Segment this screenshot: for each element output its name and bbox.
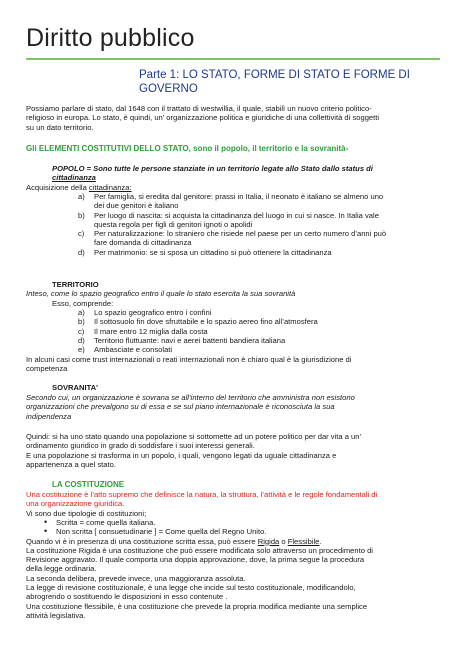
intro-line-1: Possiamo parlare di stato, dal 1648 con il trattato di westwillia, il quale, stabilì un nuovo criterio politico- xyxy=(26,104,372,113)
list-item xyxy=(78,211,386,230)
list-item xyxy=(78,317,318,326)
rigida-link: Rigida xyxy=(257,536,280,546)
territorio-label: TERRITORIO xyxy=(52,280,99,289)
costituzione-definition-line-1: Una costituzione è l’atto supremo che definisce la natura, la struttura, l’attività e le regole fondamentali di xyxy=(26,490,378,499)
popolo-definition-line-1 xyxy=(52,164,373,173)
territorio-list xyxy=(78,308,318,354)
list-marker: c) xyxy=(78,229,85,239)
acquisizione-line xyxy=(26,183,132,192)
list-item-text: Territorio fluttuante: navi e aerei battenti bandiera italiana xyxy=(94,335,286,345)
list-item-text: Per luogo di nascita: si acquista la cittadinanza del luogo in cui si nasce. In Italia vale xyxy=(94,210,379,220)
popolo-definition-line-2: cittadinanza xyxy=(52,173,96,183)
rigid-line-end: . xyxy=(319,536,322,546)
list-item-text: fare domanda di cittadinanza xyxy=(94,238,192,248)
costituzione-definition-line-2: una organizzazione giuridica. xyxy=(26,499,125,509)
list-item xyxy=(78,327,318,336)
costituzione-body-line-3: della legge ordinaria. xyxy=(26,564,97,574)
acquisizione-underlined: cittadinanza: xyxy=(88,182,132,192)
list-item-text: Ambasciate e consolati xyxy=(94,345,173,355)
flessibile-link: Flessibile xyxy=(287,536,320,546)
sovranita-definition-line-1: Secondo cui, un organizzazione è sovrana se all’interno del territorio che amministra non esistono xyxy=(26,393,355,402)
document-title: Diritto pubblico xyxy=(26,24,195,52)
list-item xyxy=(44,527,266,536)
list-marker: b) xyxy=(78,317,85,327)
list-item-text: questa regola per figli di genitori ignoti o apolidi xyxy=(94,219,253,229)
rigid-line-text: Quando vi è in presenza di una costituzione scritta essa, può essere xyxy=(26,536,258,546)
list-item xyxy=(78,229,386,248)
costituzione-body-line-2: Revisione aggravato. Il quale comporta una doppia approvazione, dove, la prima segue la procedura xyxy=(26,555,365,565)
types-intro: Vi sono due tipologie di costituzioni; xyxy=(26,508,147,518)
part-heading: Parte 1: LO STATO, FORME DI STATO E FORME DI GOVERNO xyxy=(139,69,410,95)
list-item-text: Lo spazio geografico entro i confini xyxy=(94,308,212,317)
list-item xyxy=(78,345,318,354)
list-item-text: Per matrimonio: se si sposa un cittadino si può ottenere la cittadinanza xyxy=(94,247,332,257)
list-marker: d) xyxy=(78,247,85,257)
popolo-label: POPOLO xyxy=(52,164,85,173)
popolo-definition-text: = Sono tutte le persone stanziate in un territorio legate allo Stato dallo status di xyxy=(84,164,373,173)
list-item-text: Scritta = come quella italiana. xyxy=(56,517,156,527)
rigid-or-text: o xyxy=(279,536,288,546)
intro-line-2: religioso in europa. Lo stato, è quindi, un’ organizzazione politica e giuridiche di una collettività di soggetti xyxy=(26,113,380,123)
territorio-note-line-2: competenza xyxy=(26,364,68,374)
list-item-text: Non scritta [ consuetudinarie ] = Come quella del Regno Unito. xyxy=(56,527,267,537)
costituzione-body-line-8: attività legislativa. xyxy=(26,610,86,620)
sovranita-definition-line-2: organizzazioni che prevalgono su di essa e se sul piano internazionale è riconosciuta la sua xyxy=(26,402,335,412)
list-item xyxy=(44,518,266,527)
list-marker: a) xyxy=(78,192,85,201)
territorio-definition: Inteso, come lo spazio geografico entro il quale lo stato esercita la sua sovranità xyxy=(26,289,296,299)
list-marker: e) xyxy=(78,345,85,355)
sovranita-definition-line-3: indipendenza xyxy=(26,411,72,421)
costituzione-body-line-5: La legge di revisione costituzionale, è una legge che incide sul testo costituzionale, modificandolo, xyxy=(26,583,356,592)
territorio-note-line-1: In alcuni casi come trust internazionali o reati internazionali non è chiaro qual è la giurisdizione di xyxy=(26,355,352,364)
costituzione-heading: LA COSTITUZIONE xyxy=(52,480,125,489)
list-item-text: Per famiglia, si eredita dal genitore: prassi in Italia, il neonato è italiano se almeno uno xyxy=(94,192,384,201)
conclusion-line-4: appartenenza a quel stato. xyxy=(26,459,116,469)
costituzione-body-line-1: La costituzione Rigida è una costituzione che può essere modificata solo attraverso un procedimento di xyxy=(26,545,373,555)
popolo-list xyxy=(78,192,386,257)
conclusion-line-3: E una popolazione si trasforma in un popolo, i quali, vengono legati da uguale cittadinanza e xyxy=(26,450,337,460)
costituzione-body-line-6: abrogrendo o sostituendo le disposizioni in esso contenute . xyxy=(26,592,228,602)
elements-heading: Gli ELEMENTI COSTITUTIVI DELLO STATO, sono il popolo, il territorio e la sovranità- xyxy=(26,144,349,153)
bullet-icon: • xyxy=(44,516,48,527)
list-marker: a) xyxy=(78,308,85,317)
bullet-icon: • xyxy=(44,526,48,537)
list-item-text: Per naturalizzazione: lo straniero che risiede nel paese per un certo numero d’anni può xyxy=(94,229,387,239)
list-item-text: dei due genitori è italiano xyxy=(94,201,179,211)
types-list xyxy=(44,518,266,537)
territorio-comprende: Esso, comprende: xyxy=(52,298,114,308)
acquisizione-prefix: Acquisizione della xyxy=(26,182,89,192)
intro-line-3: su un dato territorio. xyxy=(26,122,94,132)
costituzione-body-line-7: Una costituzione flessibile, è una costituzione che prevede la propria modifica mediante una semplice xyxy=(26,601,368,611)
list-item xyxy=(78,248,386,257)
conclusion-line-2: ordinamento giuridico in grado di soddisfare i suoi interessi generali. xyxy=(26,441,255,451)
title-underline xyxy=(26,58,440,60)
list-item xyxy=(78,308,318,317)
list-marker: d) xyxy=(78,335,85,345)
list-item xyxy=(78,192,386,211)
conclusion-line-1: Quindi: si ha uno stato quando una popolazione si sottomette ad un potere politico per dar vita a un’ xyxy=(26,432,362,441)
costituzione-body-line-4: La seconda delibera, prevede invece, una maggioranza assoluta. xyxy=(26,573,246,583)
list-item-text: Il sottosuolo fin dove sfruttabile e lo spazio aereo fino all’atmosfera xyxy=(94,317,318,327)
sovranita-label: SOVRANITA' xyxy=(52,383,98,392)
list-item-text: Il mare entro 12 miglia dalla costa xyxy=(94,326,208,336)
list-item xyxy=(78,336,318,345)
rigid-flex-line xyxy=(26,537,322,546)
list-marker: c) xyxy=(78,326,85,336)
list-marker: b) xyxy=(78,210,85,220)
